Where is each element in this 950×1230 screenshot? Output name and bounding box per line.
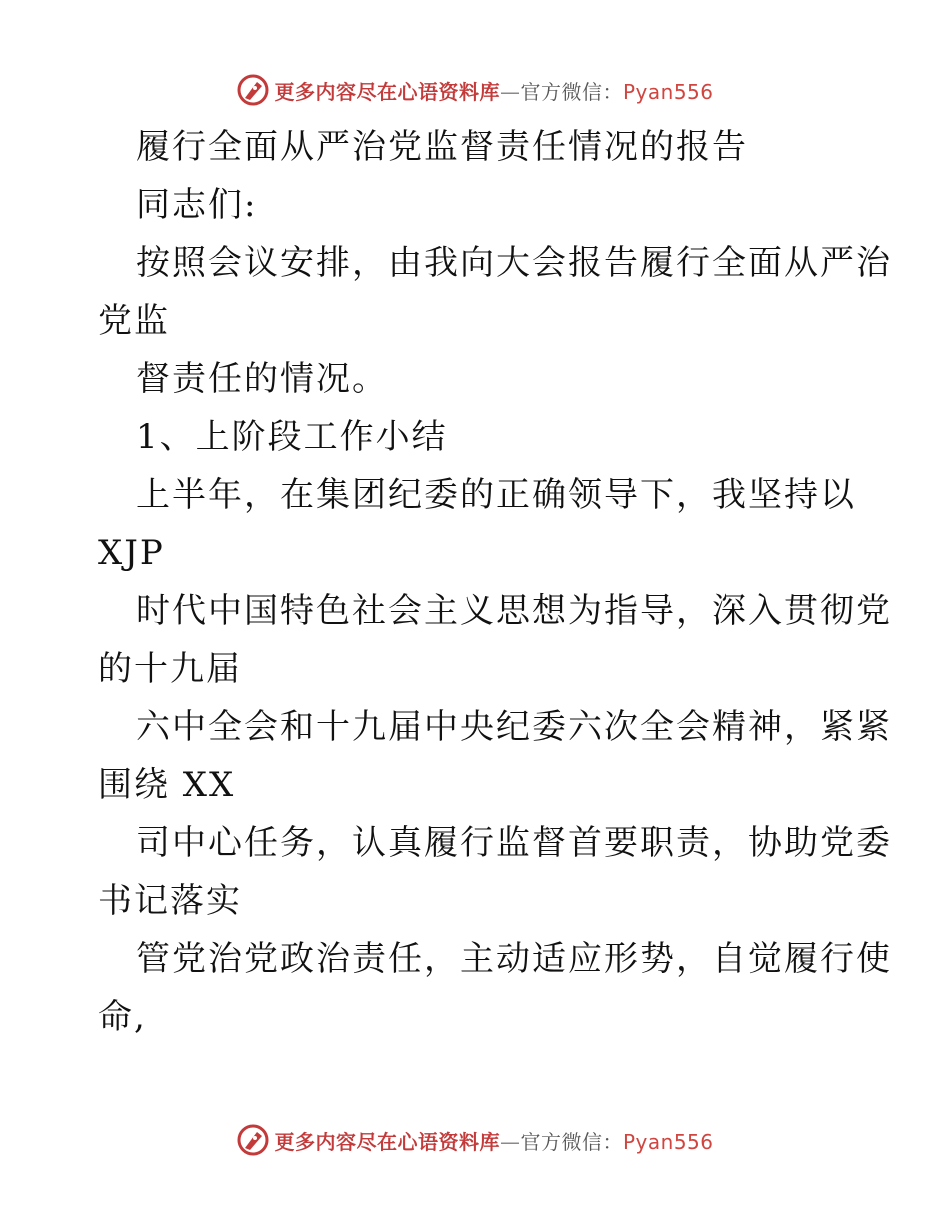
paragraph-line: 时代中国特色社会主义思想为指导，深入贯彻党 (136, 591, 892, 631)
salutation: 同志们: (136, 185, 258, 225)
document-title: 履行全面从严治党监督责任情况的报告 (136, 127, 748, 167)
watermark-official-label: 官方微信： (520, 1129, 623, 1154)
watermark-text (274, 76, 713, 105)
paragraph-line: 命, (98, 997, 147, 1037)
watermark-library: 更多内容尽在心语资料库 (274, 1129, 500, 1154)
paragraph-line: 六中全会和十九届中央纪委六次全会精神，紧紧 (136, 707, 892, 747)
watermark-wechat-id: Pyan556 (622, 1129, 714, 1154)
footer-watermark (0, 1122, 950, 1158)
watermark-dash: — (499, 1129, 521, 1154)
watermark-dash: — (499, 79, 521, 104)
paragraph-line: 管党治党政治责任，主动适应形势，自觉履行使 (136, 939, 892, 979)
watermark-official-label: 官方微信： (520, 79, 623, 104)
paragraph-line: 党监 (98, 301, 170, 341)
paragraph-line: 书记落实 (98, 881, 242, 921)
paragraph-line: 司中心任务，认真履行监督首要职责，协助党委 (136, 823, 892, 863)
paragraph-line: 按照会议安排，由我向大会报告履行全面从严治 (136, 243, 892, 283)
pen-nib-logo-icon (236, 73, 270, 107)
watermark-wechat-id: Pyan556 (622, 79, 714, 104)
paragraph-line: 围绕 XX (98, 765, 236, 805)
paragraph-line: XJP (98, 533, 165, 573)
header-watermark (0, 72, 950, 108)
pen-nib-logo-icon (236, 1123, 270, 1157)
paragraph-line: 上半年，在集团纪委的正确领导下，我坚持以 (136, 475, 856, 515)
paragraph-line: 的十九届 (98, 649, 242, 689)
watermark-library: 更多内容尽在心语资料库 (274, 79, 500, 104)
section-heading: 1、上阶段工作小结 (136, 417, 448, 457)
paragraph-line: 督责任的情况。 (136, 359, 388, 399)
watermark-text (274, 1126, 713, 1155)
document-body (98, 118, 892, 1046)
